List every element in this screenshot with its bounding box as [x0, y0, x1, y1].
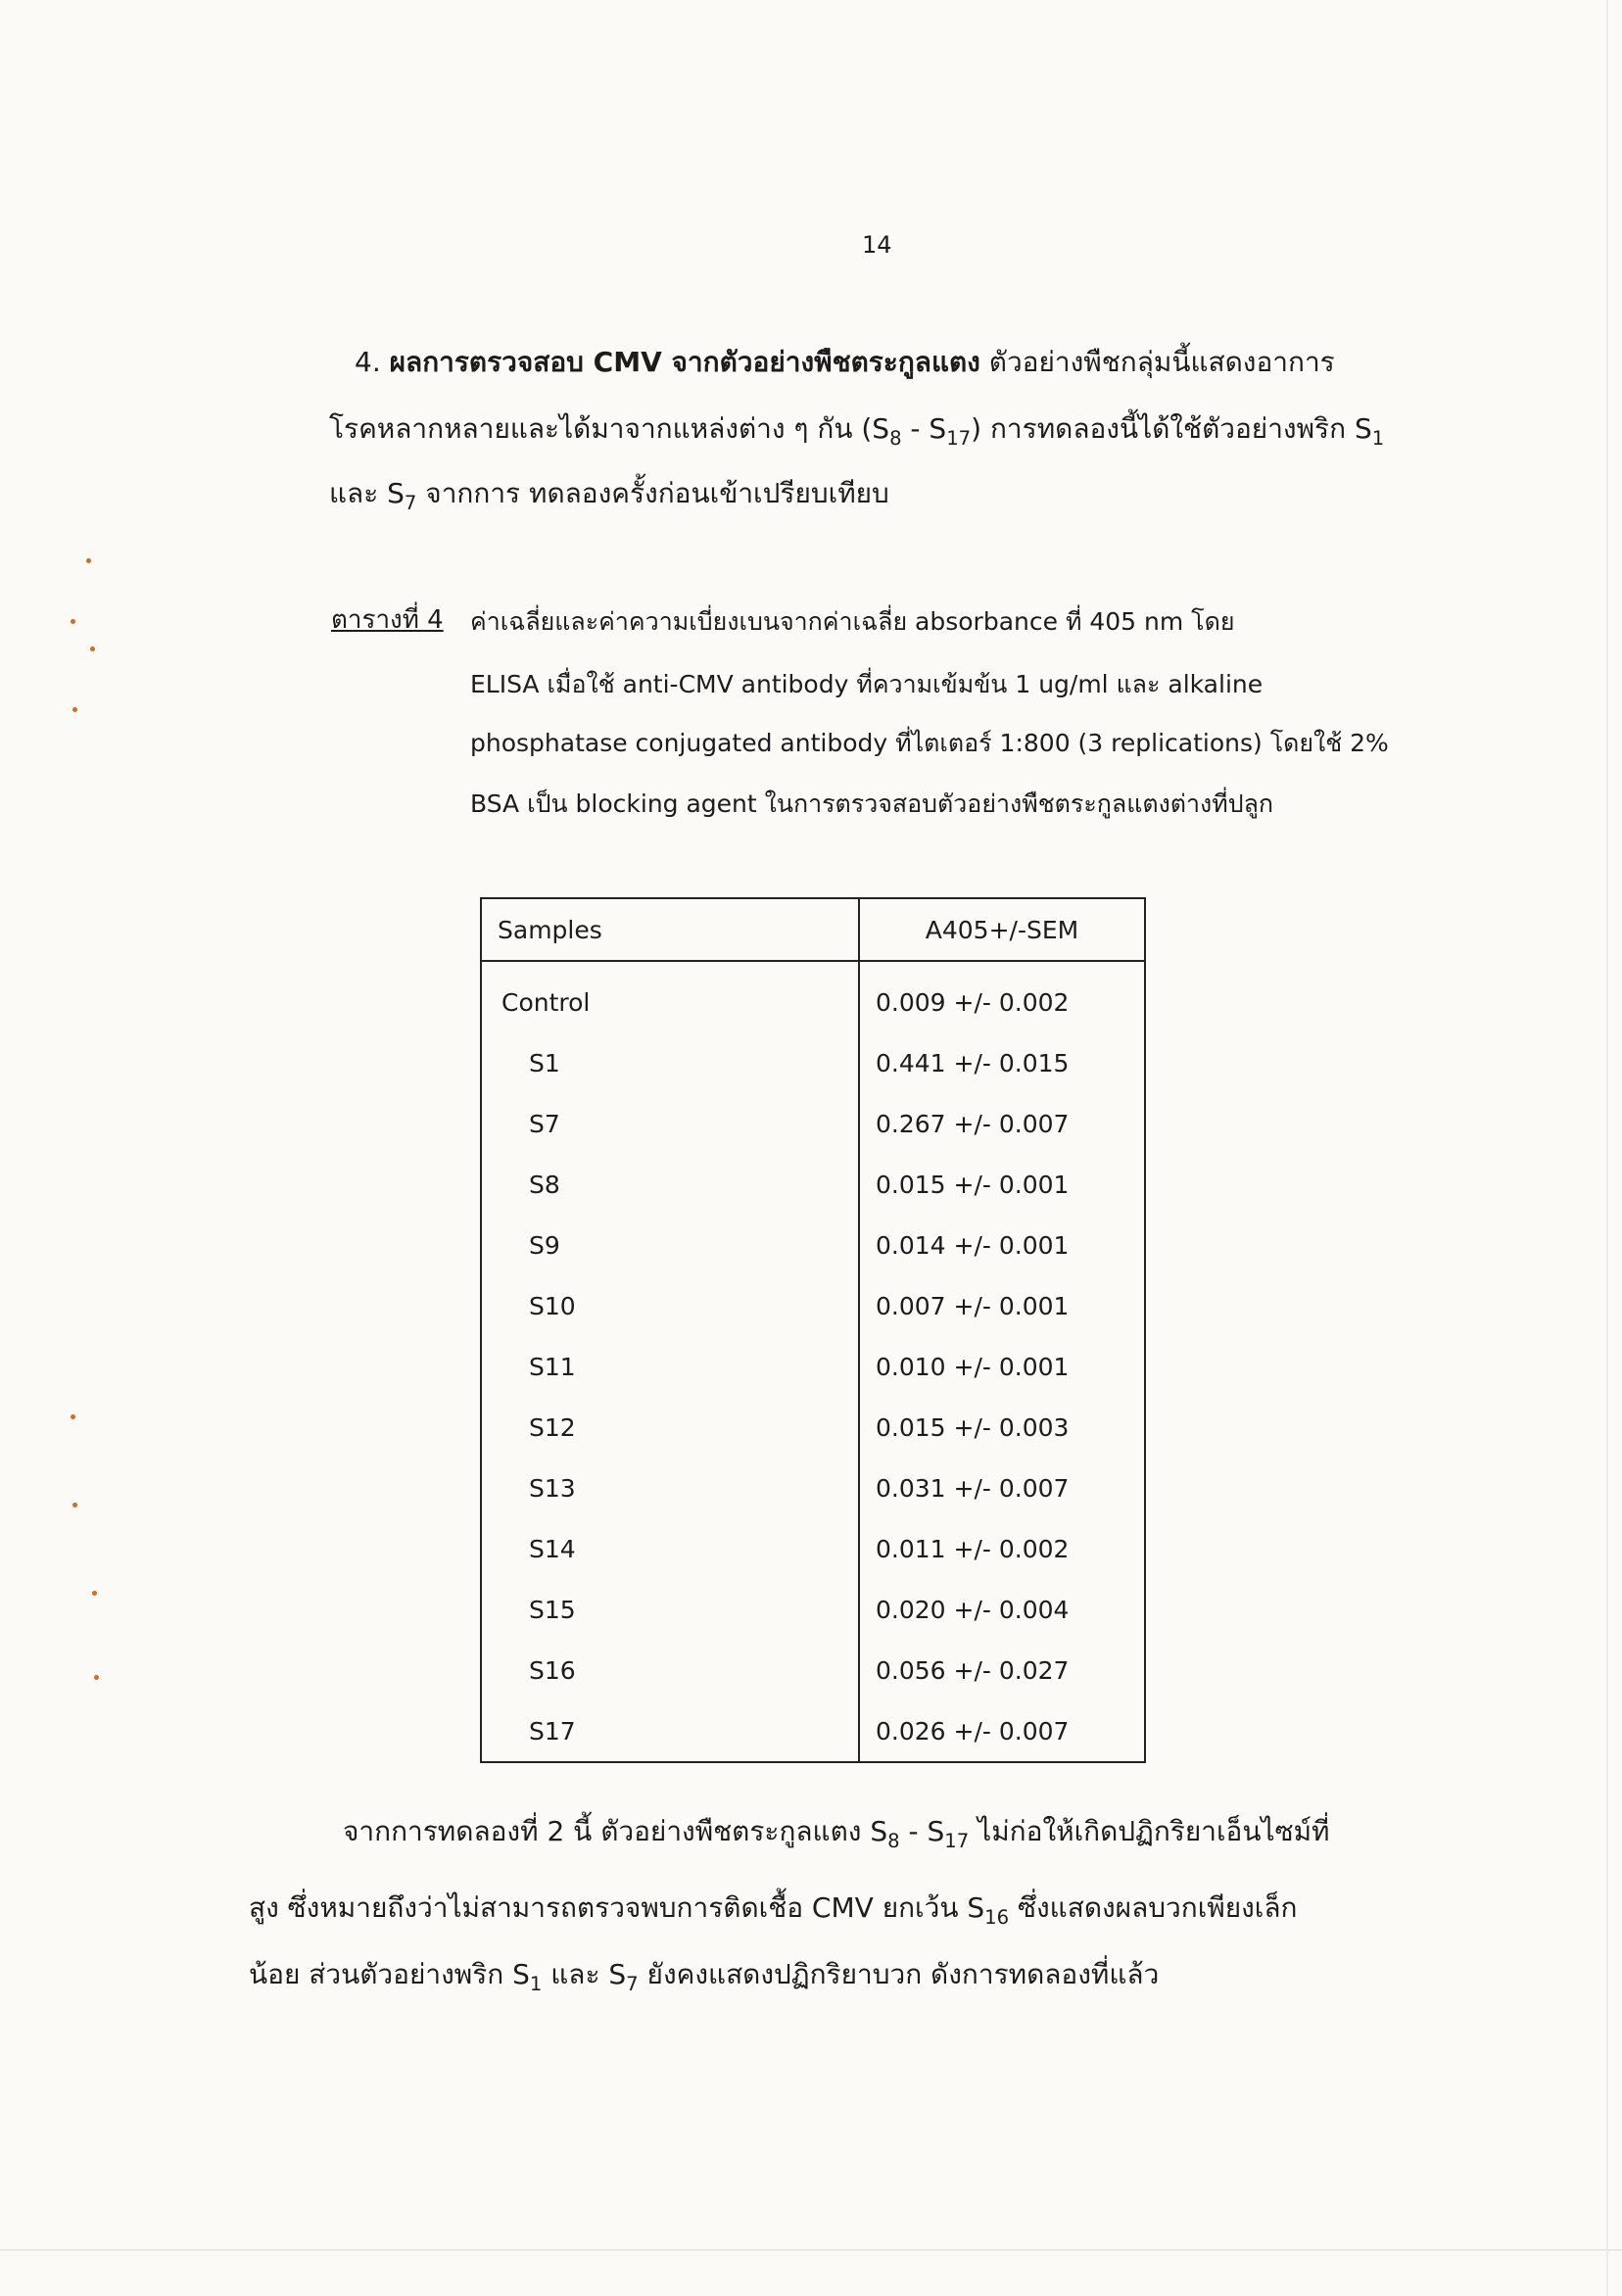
text-run: ไม่ก่อให้เกิดปฏิกริยาเอ็นไซม์ที่ — [969, 1815, 1330, 1847]
sample-cell: S17 — [481, 1700, 859, 1762]
text-run: จากการ ทดลองครั้งก่อนเข้าเปรียบเทียบ — [416, 477, 889, 509]
table-row — [481, 1275, 1145, 1336]
table-row — [481, 1215, 1145, 1275]
section-heading: ผลการตรวจสอบ CMV จากตัวอย่างพืชตระกูลแตง — [389, 346, 980, 378]
subscript: 7 — [404, 491, 417, 514]
scan-edge — [1606, 0, 1608, 2296]
absorbance-cell: 0.026 +/- 0.007 — [876, 1716, 1070, 1746]
table-row — [481, 1579, 1145, 1640]
margin-mark — [72, 707, 77, 712]
text-run: น้อย ส่วนตัวอย่างพริก S — [249, 1958, 530, 1990]
absorbance-cell: 0.441 +/- 0.015 — [876, 1048, 1070, 1077]
subscript: 8 — [889, 426, 902, 450]
table-row — [481, 1458, 1145, 1518]
sample-cell: S1 — [481, 1032, 859, 1093]
table-row — [481, 1640, 1145, 1700]
subscript: 17 — [944, 1829, 970, 1852]
conclusion-line-2 — [249, 1891, 1298, 1929]
text-run: ) การทดลองนี้ได้ใช้ตัวอย่างพริก S — [971, 412, 1372, 445]
text-run: โรคหลากหลายและได้มาจากแหล่งต่าง ๆ กัน (S — [329, 412, 890, 445]
table-caption-line-3: phosphatase conjugated antibody ที่ไตเตอร์ 1:800 (3 replications) โดยใช้ 2% — [470, 729, 1389, 757]
header-a405-sem: A405+/-SEM — [859, 898, 1145, 961]
table-row — [481, 1518, 1145, 1579]
absorbance-cell: 0.031 +/- 0.007 — [876, 1473, 1070, 1503]
page-number: 14 — [862, 231, 892, 259]
absorbance-cell: 0.014 +/- 0.001 — [876, 1230, 1070, 1260]
text-run: - S — [901, 412, 947, 445]
absorbance-cell: 0.020 +/- 0.004 — [876, 1595, 1070, 1624]
margin-mark — [71, 1414, 75, 1419]
margin-mark — [90, 646, 95, 651]
sample-cell: S15 — [481, 1579, 859, 1640]
absorbance-cell: 0.010 +/- 0.001 — [876, 1352, 1070, 1381]
subscript: 16 — [984, 1905, 1010, 1929]
text-run: ซึ่งแสดงผลบวกเพียงเล็ก — [1009, 1891, 1298, 1924]
conclusion-line-1 — [343, 1815, 1330, 1852]
text-run: ยังคงแสดงปฏิกริยาบวก ดังการทดลองที่แล้ว — [638, 1958, 1160, 1990]
text-run: จากการทดลองที่ 2 นี้ ตัวอย่างพืชตระกูลแตง S — [343, 1815, 888, 1847]
section-number: 4. — [355, 346, 381, 378]
margin-mark — [71, 619, 75, 624]
table-caption-line-1: ค่าเฉลี่ยและค่าความเบี่ยงเบนจากค่าเฉลี่ย absorbance ที่ 405 nm โดย — [470, 607, 1235, 636]
section-line-1 — [355, 346, 1335, 378]
sample-cell: S12 — [481, 1397, 859, 1458]
text-run: และ S — [542, 1958, 627, 1990]
sample-cell: S7 — [481, 1093, 859, 1154]
table-row — [481, 1336, 1145, 1397]
table-row — [481, 961, 1145, 1032]
conclusion-line-3 — [249, 1958, 1160, 1995]
table-header-row — [481, 898, 1145, 961]
text-run: - S — [899, 1815, 945, 1847]
table-caption-line-2: ELISA เมื่อใช้ anti-CMV antibody ที่ความเข้มข้น 1 ug/ml และ alkaline — [470, 670, 1264, 698]
subscript: 1 — [529, 1972, 543, 1995]
table-row — [481, 1700, 1145, 1762]
text-run: สูง ซึ่งหมายถึงว่าไม่สามารถตรวจพบการติดเชื้อ CMV ยกเว้น S — [249, 1891, 985, 1924]
table-row — [481, 1154, 1145, 1215]
scan-bottom-edge — [0, 2249, 1622, 2251]
absorbance-cell: 0.007 +/- 0.001 — [876, 1291, 1070, 1320]
table-caption-label: ตารางที่ 4 — [331, 605, 444, 635]
absorbance-cell: 0.009 +/- 0.002 — [876, 987, 1070, 1017]
table-row — [481, 1032, 1145, 1093]
subscript: 1 — [1371, 426, 1385, 450]
absorbance-cell: 0.267 +/- 0.007 — [876, 1109, 1070, 1138]
margin-mark — [72, 1503, 77, 1507]
subscript: 17 — [946, 426, 972, 450]
absorbance-cell: 0.056 +/- 0.027 — [876, 1655, 1070, 1685]
table-caption-line-4: BSA เป็น blocking agent ในการตรวจสอบตัวอย่างพืชตระกูลแตงต่างที่ปลูก — [470, 789, 1274, 818]
sample-cell: S11 — [481, 1336, 859, 1397]
sample-cell: Control — [481, 961, 859, 1032]
sample-cell: S14 — [481, 1518, 859, 1579]
results-table — [480, 897, 1146, 1763]
absorbance-cell: 0.011 +/- 0.002 — [876, 1534, 1070, 1563]
section-line-2 — [329, 412, 1385, 450]
subscript: 8 — [887, 1829, 900, 1852]
text-run: และ S — [329, 477, 405, 509]
absorbance-cell: 0.015 +/- 0.003 — [876, 1412, 1070, 1442]
subscript: 7 — [626, 1972, 639, 1995]
section-line-3 — [329, 477, 889, 514]
sample-cell: S9 — [481, 1215, 859, 1275]
margin-mark — [94, 1675, 99, 1680]
absorbance-cell: 0.015 +/- 0.001 — [876, 1170, 1070, 1199]
sample-cell: S8 — [481, 1154, 859, 1215]
sample-cell: S13 — [481, 1458, 859, 1518]
header-samples: Samples — [481, 898, 859, 961]
margin-mark — [92, 1591, 97, 1596]
table-row — [481, 1093, 1145, 1154]
sample-cell: S10 — [481, 1275, 859, 1336]
margin-mark — [86, 558, 91, 563]
section-line-1-text: ตัวอย่างพืชกลุ่มนี้แสดงอาการ — [979, 346, 1335, 378]
table-row — [481, 1397, 1145, 1458]
sample-cell: S16 — [481, 1640, 859, 1700]
